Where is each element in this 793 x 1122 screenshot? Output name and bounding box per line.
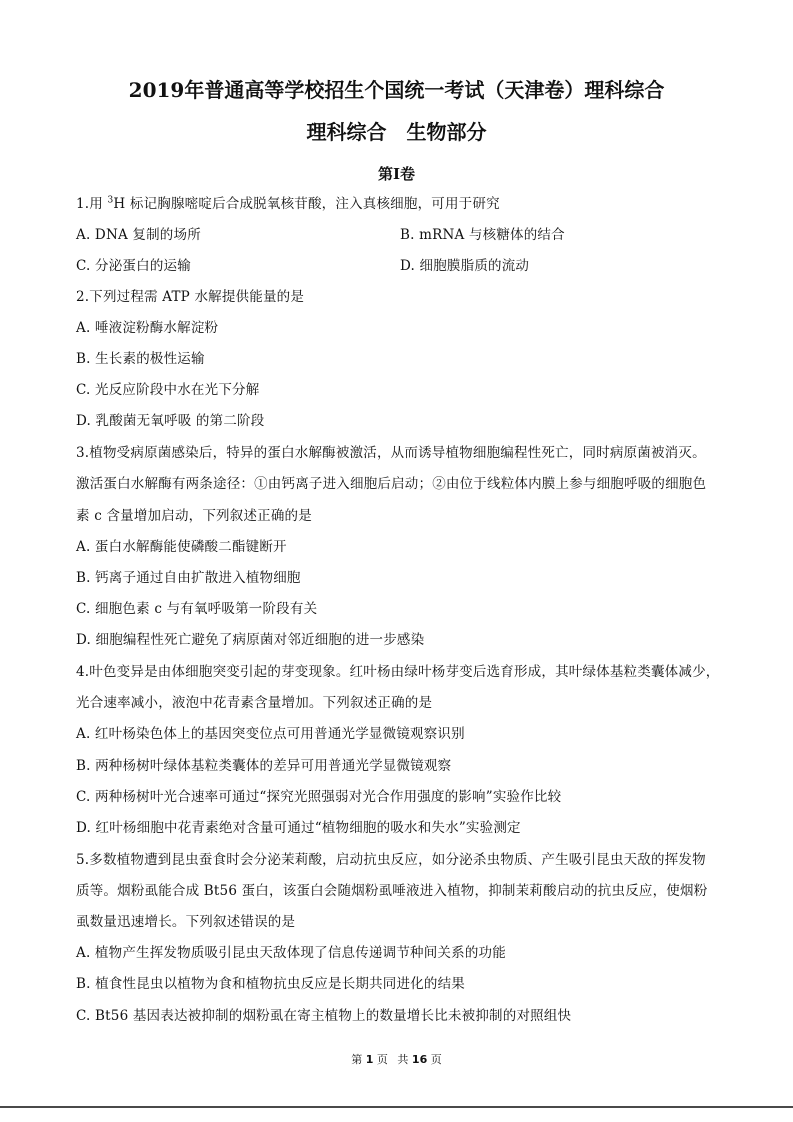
page-footer: 第 1 页 共 16 页 xyxy=(351,1053,442,1066)
question-2-option-b: B. 生长素的极性运输 xyxy=(76,351,205,367)
question-5-option-b: B. 植食性昆虫以植物为食和植物抗虫反应是长期共同进化的结果 xyxy=(76,976,466,992)
isotope-superscript: 3 xyxy=(107,195,114,206)
question-2-option-c: C. 光反应阶段中水在光下分解 xyxy=(76,382,260,398)
question-1-option-a: A. DNA 复制的场所 xyxy=(76,227,201,243)
question-4-option-c: C. 两种杨树叶光合速率可通过“探究光照强弱对光合作用强度的影响”实验作比较 xyxy=(76,789,562,805)
question-4-option-d: D. 红叶杨细胞中花青素绝对含量可通过“植物细胞的吸水和失水”实验测定 xyxy=(76,820,521,836)
question-3-option-c: C. 细胞色素 c 与有氧呼吸第一阶段有关 xyxy=(76,601,318,617)
question-1-option-d: D. 细胞膜脂质的流动 xyxy=(400,258,530,274)
question-2-stem: 2.下列过程需 ATP 水解提供能量的是 xyxy=(76,289,305,305)
question-3-stem-line-2: 激活蛋白水解酶有两条途径：①由钙离子进入细胞后启动；②由位于线粒体内膜上参与细胞呼吸的细胞色 xyxy=(76,476,707,492)
question-5-option-c: C. Bt56 基因表达被抑制的烟粉虱在寄主植物上的数量增长比未被抑制的对照组快 xyxy=(76,1008,572,1024)
page-subtitle: 理科综合 生物部分 xyxy=(306,120,487,144)
question-5-stem-line-1: 5.多数植物遭到昆虫蚕食时会分泌茉莉酸，启动抗虫反应，如分泌杀虫物质、产生吸引昆虫天敌的挥发物 xyxy=(76,852,706,868)
question-1-option-c: C. 分泌蛋白的运输 xyxy=(76,258,191,274)
question-1-stem: 1.用 $^3$H 标记胸腺嘧啶后合成脱氧核苷酸，注入真核细胞，可用于研究 xyxy=(76,195,500,212)
question-3-option-d: D. 细胞编程性死亡避免了病原菌对邻近细胞的进一步感染 xyxy=(76,632,425,648)
page-title: 2019年普通高等学校招生个国统一考试（天津卷）理科综合 xyxy=(128,78,665,102)
question-5-stem-line-3: 虱数量迅速增长。下列叙述错误的是 xyxy=(76,914,296,930)
question-4-option-a: A. 红叶杨染色体上的基因突变位点可用普通光学显微镜观察识别 xyxy=(76,726,465,742)
question-1-option-b: B. mRNA 与核糖体的结合 xyxy=(400,227,565,243)
page-number: 1 xyxy=(365,1053,374,1066)
question-2-option-d: D. 乳酸菌无氧呼吸 的第二阶段 xyxy=(76,413,265,429)
question-2-option-a: A. 唾液淀粉酶水解淀粉 xyxy=(76,320,219,336)
question-3-stem-line-1: 3.植物受病原菌感染后，特异的蛋白水解酶被激活，从而诱导植物细胞编程性死亡，同时病原菌被消灭。 xyxy=(76,445,706,461)
section-heading: 第Ⅰ卷 xyxy=(377,165,416,183)
question-4-stem-line-2: 光合速率减小，液泡中花青素含量增加。下列叙述正确的是 xyxy=(76,695,433,711)
question-4-option-b: B. 两种杨树叶绿体基粒类囊体的差异可用普通光学显微镜观察 xyxy=(76,758,452,774)
question-5-option-a: A. 植物产生挥发物质吸引昆虫天敌体现了信息传递调节种间关系的功能 xyxy=(76,945,506,961)
question-5-stem-line-2: 质等。烟粉虱能合成 Bt56 蛋白，该蛋白会随烟粉虱唾液进入植物，抑制茉莉酸启动的抗虫反应，使烟粉 xyxy=(76,883,708,899)
bottom-divider xyxy=(0,1106,793,1108)
question-3-option-a: A. 蛋白水解酶能使磷酸二酯键断开 xyxy=(76,539,287,555)
question-3-stem-line-3: 素 c 含量增加启动，下列叙述正确的是 xyxy=(76,508,312,524)
page-total: 16 xyxy=(411,1053,428,1066)
question-4-stem-line-1: 4.叶色变异是由体细胞突变引起的芽变现象。红叶杨由绿叶杨芽变后选育形成，其叶绿体基粒类囊体减少， xyxy=(76,664,720,680)
question-3-option-b: B. 钙离子通过自由扩散进入植物细胞 xyxy=(76,570,301,586)
